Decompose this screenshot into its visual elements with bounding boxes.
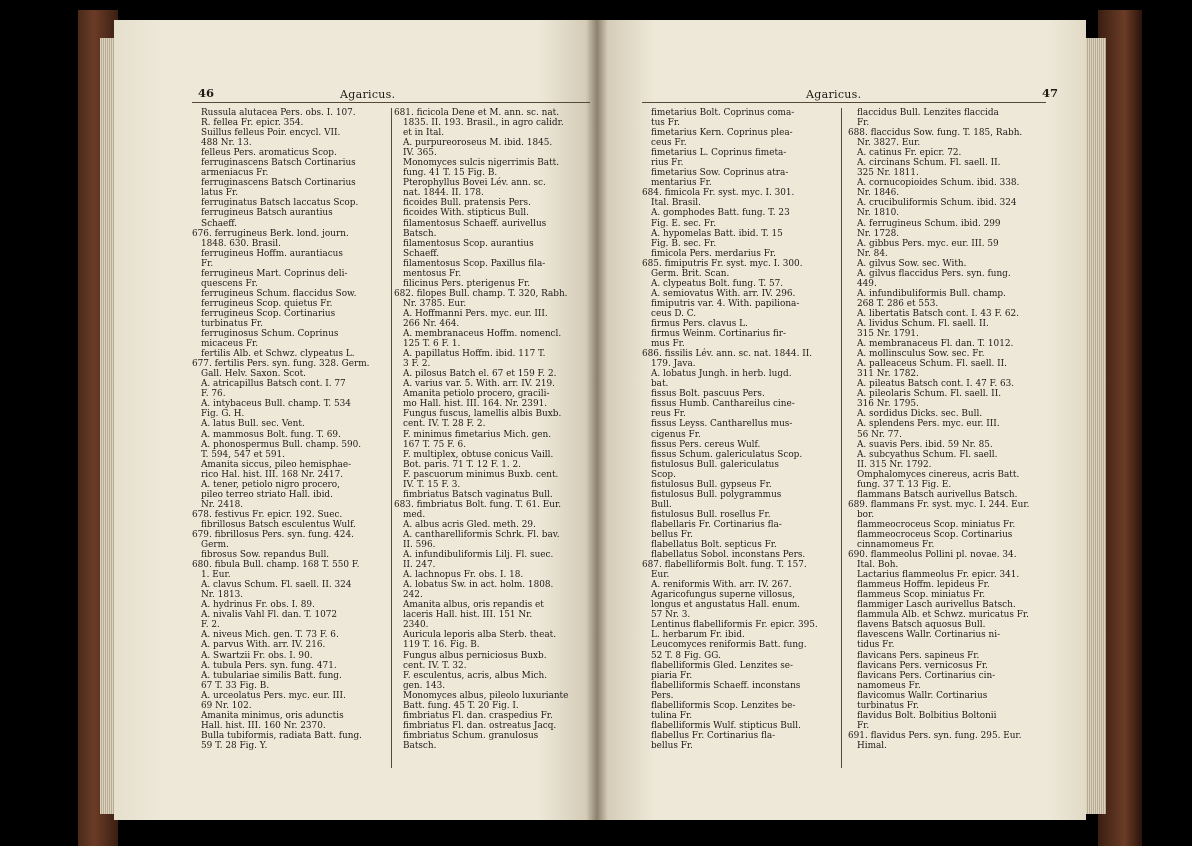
entry-line: flabelliformis Wulf. stipticus Bull. — [651, 720, 801, 731]
entry-line: cent. IV. T. 32. — [403, 660, 467, 671]
entry-line: 315 Nr. 1791. — [857, 329, 919, 340]
entry-line: ceus Fr. — [651, 138, 687, 149]
entry-line: fistulosus Bull. rosellus Fr. — [651, 509, 771, 520]
entry-line: flaccidus Bull. Lenzites flaccida — [857, 108, 999, 118]
entry-line: reus Fr. — [651, 409, 686, 420]
entry-line: Schaeff. — [201, 218, 238, 229]
entry-line: fung. 37 T. 13 Fig. E. — [857, 479, 952, 490]
entry-line: turbinatus Fr. — [857, 700, 919, 711]
entry-line: A. gilvus Sow. sec. With. — [857, 258, 967, 269]
entry-line: 680. fibula Bull. champ. 168 T. 550 F. — [192, 560, 360, 571]
entry-line: Germ. Brit. Scan. — [651, 268, 730, 279]
entry-line: armeniacus Fr. — [201, 168, 269, 179]
entry-line: II. 596. — [403, 540, 436, 551]
entry-line: Lentinus flabelliformis Fr. epicr. 395. — [651, 620, 818, 631]
entry-line: fung. 41 T. 15 Fig. B. — [403, 168, 498, 179]
entry-line: 688. flaccidus Sow. fung. T. 185, Rabh. — [848, 128, 1023, 139]
entry-line: Nr. 1813. — [201, 590, 244, 601]
entry-line: fissus Schum. galericulatus Scop. — [651, 449, 803, 460]
entry-line: A. reniformis With. arr. IV. 267. — [651, 580, 792, 591]
entry-line: 56 Nr. 77. — [857, 429, 902, 440]
entry-line: ferruginatus Batsch laccatus Scop. — [201, 198, 359, 209]
entry-line: fissus Bolt. pascuus Pers. — [651, 389, 765, 400]
right-header-rule — [642, 102, 1046, 103]
entry-line: 686. fissilis Lév. ann. sc. nat. 1844. II. — [642, 349, 813, 360]
left-page-number: 46 — [198, 86, 215, 100]
entry-line: fimetarius Sow. Coprinus atra- — [651, 168, 789, 179]
entry-line: Nr. 2418. — [201, 499, 244, 510]
entry-line: fimiputris var. 4. With. papiliona- — [651, 298, 800, 309]
entry-line: A. mollinsculus Sow. sec. Fr. — [857, 349, 985, 360]
entry-line: tus Fr. — [651, 118, 680, 129]
left-page — [114, 20, 596, 820]
entry-line: fertilis Alb. et Schwz. clypeatus L. — [201, 349, 355, 360]
entry-line: 689. flammans Fr. syst. myc. I. 244. Eur. — [848, 499, 1030, 510]
entry-line: Auricula leporis alba Sterb. theat. — [403, 630, 557, 641]
entry-line: Pterophyllus Bovei Lév. ann. sc. — [403, 178, 546, 189]
entry-line: fimbriatus Fl. dan. ostreatus Jacq. — [403, 720, 557, 731]
entry-line: A. tener, petiolo nigro procero, — [201, 479, 340, 490]
entry-line: Fig. G. H. — [201, 409, 245, 420]
entry-line: Ital. Boh. — [857, 560, 899, 571]
entry-line: Himal. — [857, 740, 887, 751]
entry-line: A. parvus With. arr. IV. 216. — [201, 640, 326, 651]
entry-line: flabellus Fr. Cortinarius fla- — [651, 730, 776, 741]
entry-line: T. 594, 547 et 591. — [201, 449, 285, 460]
entry-line: Nr. 1728. — [857, 228, 900, 239]
entry-line: Fig. B. sec. Fr. — [651, 238, 717, 249]
entry-line: filicinus Pers. pterigenus Fr. — [403, 278, 531, 289]
entry-line: fistulosus Bull. galericulatus — [651, 459, 779, 470]
entry-line: turbinatus Fr. — [201, 318, 263, 329]
entry-line: A. libertatis Batsch cont. I. 43 F. 62. — [857, 308, 1020, 319]
entry-line: 449. — [857, 278, 877, 289]
entry-line: flammiger Lasch aurivellus Batsch. — [857, 600, 1016, 611]
entry-line: A. cornucopioides Schum. ibid. 338. — [857, 178, 1020, 189]
entry-line: Russula alutacea Pers. obs. I. 107. — [201, 108, 356, 118]
entry-line: A. gilvus flaccidus Pers. syn. fung. — [857, 268, 1011, 279]
entry-line: flabellatus Sobol. inconstans Pers. — [651, 550, 806, 561]
entry-line: Nr. 3785. Eur. — [403, 298, 467, 309]
entry-line: A. hydrinus Fr. obs. I. 89. — [201, 600, 315, 611]
entry-line: ficoides With. stipticus Bull. — [403, 208, 529, 219]
entry-line: Batsch. — [403, 228, 437, 239]
entry-line: mentarius Fr. — [651, 178, 712, 189]
entry-line: ferrugineus Mart. Coprinus deli- — [201, 268, 348, 279]
entry-line: ficoides Bull. pratensis Pers. — [403, 198, 531, 209]
entry-line: A. tubulariae similis Batt. fung. — [201, 670, 342, 681]
entry-line: IV. T. 15 F. 3. — [403, 479, 461, 490]
entry-line: fimicola Pers. merdarius Fr. — [651, 248, 777, 259]
book-gutter — [586, 20, 608, 820]
entry-line: A. ferrugineus Schum. ibid. 299 — [857, 218, 1001, 229]
entry-line: A. varius var. 5. With. arr. IV. 219. — [403, 379, 555, 390]
entry-line: A. circinans Schum. Fl. saell. II. — [857, 158, 1001, 169]
entry-line: A. papillatus Hoffm. ibid. 117 T. — [403, 349, 546, 360]
entry-line: Nr. 1846. — [857, 188, 900, 199]
entry-line: mentosus Fr. — [403, 268, 462, 279]
entry-line: A. infundibuliformis Lilj. Fl. suec. — [403, 550, 554, 561]
entry-line: Bot. paris. 71 T. 12 F. 1. 2. — [403, 459, 521, 470]
entry-line: Eur. — [651, 570, 670, 581]
right-page-number: 47 — [1042, 86, 1059, 100]
entry-line: 679. fibrillosus Pers. syn. fung. 424. — [192, 529, 354, 540]
entry-line: Gall. Helv. Saxon. Scot. — [201, 369, 306, 380]
entry-line: 119 T. 16. Fig. B. — [403, 640, 480, 651]
entry-line: 687. flabelliformis Bolt. fung. T. 157. — [642, 560, 807, 571]
entry-line: A. niveus Mich. gen. T. 73 F. 6. — [201, 630, 339, 641]
entry-line: A. cantharelliformis Schrk. Fl. bav. — [403, 529, 560, 540]
entry-line: flabelliformis Schaeff. inconstans — [651, 680, 801, 691]
entry-line: A. albus acris Gled. meth. 29. — [403, 519, 536, 530]
entry-line: fimetarius Bolt. Coprinus coma- — [651, 108, 795, 118]
entry-line: Bull. — [651, 499, 672, 510]
entry-line: flabelliformis Gled. Lenzites se- — [651, 660, 794, 671]
entry-line: A. pilosus Batch el. 67 et 159 F. 2. — [403, 369, 557, 380]
entry-line: 683. fimbriatus Bolt. fung. T. 61. Eur. — [394, 499, 562, 510]
entry-line: A. hypomelas Batt. ibid. T. 15 — [651, 228, 783, 239]
entry-line: Fr. — [857, 720, 870, 731]
entry-line: Batt. fung. 45 T. 20 Fig. I. — [403, 700, 519, 711]
entry-line: Schaeff. — [403, 248, 440, 259]
entry-line: rico Hal. hist. III. 168 Nr. 2417. — [201, 469, 344, 480]
entry-line: flavicomus Wallr. Cortinarius — [857, 690, 988, 701]
entry-line: Hall. hist. III. 160 Nr. 2370. — [201, 720, 326, 731]
entry-line: ferrugineus Schum. flaccidus Sow. — [201, 288, 357, 299]
left-header-rule — [192, 102, 590, 103]
entry-line: flavicans Pers. vernicosus Fr. — [857, 660, 988, 671]
entry-line: bat. — [651, 379, 669, 390]
entry-line: Fungus albus perniciosus Buxb. — [403, 650, 547, 661]
entry-line: ferrugineus Hoffm. aurantiacus — [201, 248, 343, 259]
entry-line: A. mammosus Bolt. fung. T. 69. — [201, 429, 341, 440]
entry-line: 1848. 630. Brasil. — [201, 238, 281, 249]
entry-line: Monomyces sulcis nigerrimis Batt. — [403, 158, 560, 169]
entry-line: II. 315 Nr. 1792. — [857, 459, 932, 470]
entry-line: 268 T. 286 et 553. — [857, 298, 939, 309]
entry-line: Fig. E. sec. Fr. — [651, 218, 717, 229]
entry-line: A. clavus Schum. Fl. saell. II. 324 — [201, 580, 352, 591]
entry-line: A. phonospermus Bull. champ. 590. — [201, 439, 362, 450]
entry-line: L. herbarum Fr. ibid. — [651, 630, 745, 641]
entry-line: A. atricapillus Batsch cont. I. 77 — [201, 379, 346, 390]
entry-line: latus Fr. — [201, 188, 239, 199]
entry-line: Amanita siccus, pileo hemisphae- — [201, 459, 352, 470]
entry-line: flabellaris Fr. Cortinarius fla- — [651, 519, 782, 530]
entry-line: A. membranaceus Fl. dan. T. 1012. — [857, 339, 1014, 350]
entry-line: F. 2. — [201, 620, 220, 631]
entry-line: Leucomyces reniformis Batt. fung. — [651, 640, 807, 651]
entry-line: Nr. 1810. — [857, 208, 900, 219]
entry-line: 67 T. 33 Fig. B. — [201, 680, 270, 691]
entry-line: flabelliformis Scop. Lenzites be- — [651, 700, 796, 711]
entry-line: flammeus Hoffm. lepideus Fr. — [857, 580, 990, 591]
entry-line: ferrugineus Scop. quietus Fr. — [201, 298, 333, 309]
entry-line: 52 T. 8 Fig. GG. — [651, 650, 721, 661]
entry-line: 325 Nr. 1811. — [857, 168, 919, 179]
entry-line: A. splendens Pers. myc. eur. III. — [857, 419, 1000, 430]
entry-line: longus et angustatus Hall. enum. — [651, 600, 801, 611]
entry-line: A. Swartzii Fr. obs. I. 90. — [201, 650, 313, 661]
right-column-1 — [642, 108, 818, 751]
entry-line: 242. — [403, 590, 423, 601]
entry-line: fimbriatus Fl. dan. craspedius Fr. — [403, 710, 553, 721]
entry-line: 69 Nr. 102. — [201, 700, 252, 711]
entry-line: A. lividus Schum. Fl. saell. II. — [857, 318, 989, 329]
entry-line: A. lobatus Jungh. in herb. lugd. — [651, 369, 792, 380]
entry-line: A. crucibuliformis Schum. ibid. 324 — [857, 198, 1017, 209]
entry-line: ceus D. C. — [651, 308, 697, 319]
entry-line: micaceus Fr. — [201, 339, 259, 350]
entry-line: filamentosus Scop. Paxillus fila- — [403, 258, 546, 269]
entry-line: F. multiplex, obtuse conicus Vaill. — [403, 449, 554, 460]
entry-line: F. pascuorum minimus Buxb. cent. — [403, 469, 559, 480]
entry-line: laceris Hall. hist. III. 151 Nr. — [403, 610, 533, 621]
entry-line: ferruginascens Batsch Cortinarius — [201, 178, 356, 189]
entry-line: Fr. — [857, 118, 870, 129]
entry-line: F. esculentus, acris, albus Mich. — [403, 670, 548, 681]
entry-line: A. subcyathus Schum. Fl. saell. — [857, 449, 998, 460]
entry-line: firmus Weinm. Cortinarius fir- — [651, 329, 787, 340]
entry-line: 690. flammeolus Pollini pl. novae. 34. — [848, 550, 1017, 561]
entry-line: A. lobatus Sw. in act. holm. 1808. — [403, 580, 554, 591]
entry-line: A. clypeatus Bolt. fung. T. 57. — [651, 278, 784, 289]
entry-line: 179. Java. — [651, 359, 696, 370]
entry-line: A. gomphodes Batt. fung. T. 23 — [651, 208, 790, 219]
entry-line: Ital. Brasil. — [651, 198, 701, 209]
entry-line: 59 T. 28 Fig. Y. — [201, 740, 268, 751]
entry-line: 167 T. 75 F. 6. — [403, 439, 467, 450]
entry-line: 1835. II. 193. Brasil., in agro calidr. — [403, 118, 564, 129]
entry-line: flammans Batsch aurivellus Batsch. — [857, 489, 1018, 500]
entry-line: IV. 365. — [403, 148, 437, 159]
entry-line: Amanita petiolo procero, gracili- — [403, 389, 550, 400]
entry-line: 316 Nr. 1795. — [857, 399, 919, 410]
entry-line: flammeocroceus Scop. miniatus Fr. — [857, 519, 1016, 530]
entry-line: 3 F. 2. — [403, 359, 431, 370]
entry-line: flavescens Wallr. Cortinarius ni- — [857, 630, 1001, 641]
entry-line: mus Fr. — [651, 339, 685, 350]
entry-line: 1. Eur. — [201, 570, 231, 581]
entry-line: cent. IV. T. 28 F. 2. — [403, 419, 486, 430]
entry-line: fistulosus Bull. polygrammus — [651, 489, 782, 500]
entry-line: flavidus Bolt. Bolbitius Boltonii — [857, 710, 997, 721]
entry-line: A. sordidus Dicks. sec. Bull. — [857, 409, 983, 420]
entry-line: fissus Pers. cereus Wulf. — [651, 439, 761, 450]
entry-line: nat. 1844. II. 178. — [403, 188, 484, 199]
entry-line: A. urceolatus Pers. myc. eur. III. — [201, 690, 346, 701]
entry-line: Germ. — [201, 540, 229, 551]
entry-line: Nr. 84. — [857, 248, 888, 259]
right-column-separator — [841, 108, 842, 768]
entry-line: fimbriatus Batsch vaginatus Bull. — [403, 489, 553, 500]
left-column-2 — [394, 108, 568, 751]
entry-line: F. minimus fimetarius Mich. gen. — [403, 429, 552, 440]
entry-line: A. catinus Fr. epicr. 72. — [857, 148, 962, 159]
entry-line: cinnamomeus Fr. — [857, 540, 935, 551]
entry-line: Fungus fuscus, lamellis albis Buxb. — [403, 409, 562, 420]
left-column-separator — [391, 108, 392, 768]
left-running-head: Agaricus. — [340, 88, 396, 101]
entry-line: A. intybaceus Bull. champ. T. 534 — [201, 399, 351, 410]
entry-line: A. pileatus Batsch cont. I. 47 F. 63. — [857, 379, 1015, 390]
left-column-1 — [192, 108, 369, 751]
entry-line: bellus Fr. — [651, 529, 693, 540]
entry-line: namomeus Fr. — [857, 680, 921, 691]
entry-line: 684. fimicola Fr. syst. myc. I. 301. — [642, 188, 795, 199]
entry-line: 488 Nr. 13. — [201, 138, 252, 149]
entry-line: ferruginascens Batsch Cortinarius — [201, 158, 356, 169]
entry-line: Amanita albus, oris repandis et — [403, 600, 544, 611]
entry-line: A. lachnopus Fr. obs. I. 18. — [403, 570, 524, 581]
entry-line: fibrosus Sow. repandus Bull. — [201, 550, 330, 561]
entry-line: A. tubula Pers. syn. fung. 471. — [201, 660, 337, 671]
entry-line: tulina Fr. — [651, 710, 693, 721]
entry-line: flavicans Pers. sapineus Fr. — [857, 650, 980, 661]
entry-line: fimetarius L. Coprinus fimeta- — [651, 148, 787, 159]
entry-line: filamentosus Schaeff. aurivellus — [403, 218, 547, 229]
entry-line: flammeocroceus Scop. Cortinarius — [857, 529, 1013, 540]
entry-line: A. palleaceus Schum. Fl. saell. II. — [857, 359, 1007, 370]
entry-line: 676. ferrugineus Berk. lond. journ. — [192, 228, 349, 239]
entry-line: flammeus Scop. miniatus Fr. — [857, 590, 986, 601]
entry-line: 2340. — [403, 620, 429, 631]
entry-line: flavicans Pers. Cortinarius cin- — [857, 670, 996, 681]
entry-line: 311 Nr. 1782. — [857, 369, 919, 380]
entry-line: A. infundibuliformis Bull. champ. — [857, 288, 1006, 299]
entry-line: ferruginosus Schum. Coprinus — [201, 329, 339, 340]
entry-line: Pers. — [651, 690, 674, 701]
right-page — [596, 20, 1086, 820]
entry-line: ferrugineus Batsch aurantius — [201, 208, 333, 219]
entry-line: fistulosus Bull. gypseus Fr. — [651, 479, 772, 490]
entry-line: bor. — [857, 509, 875, 520]
entry-line: Monomyces albus, pileolo luxuriante — [403, 690, 569, 701]
entry-line: felleus Pers. aromaticus Scop. — [201, 148, 337, 159]
entry-line: fimetarius Kern. Coprinus plea- — [651, 128, 793, 139]
entry-line: 125 T. 6 F. 1. — [403, 339, 461, 350]
entry-line: 57 Nr. 3. — [651, 610, 691, 621]
entry-line: ferrugineus Scop. Cortinarius — [201, 308, 336, 319]
entry-line: fissus Leyss. Cantharellus mus- — [651, 419, 793, 430]
entry-line: A. membranaceus Hoffm. nomencl. — [403, 329, 562, 340]
entry-line: Lactarius flammeolus Fr. epicr. 341. — [857, 570, 1020, 581]
entry-line: flavens Batsch aquosus Bull. — [857, 620, 986, 631]
entry-line: Amanita minimus, oris adunctis — [201, 710, 344, 721]
entry-line: Bulla tubiformis, radiata Batt. fung. — [201, 730, 362, 741]
entry-line: filamentosus Scop. aurantius — [403, 238, 534, 249]
entry-line: A. latus Bull. sec. Vent. — [201, 419, 305, 430]
entry-line: flabellatus Bolt. septicus Fr. — [651, 540, 777, 551]
entry-line: et in Ital. — [403, 128, 445, 139]
entry-line: cigenus Fr. — [651, 429, 701, 440]
entry-line: 681. ficicola Dene et M. ann. sc. nat. — [394, 108, 560, 118]
entry-line: A. suavis Pers. ibid. 59 Nr. 85. — [857, 439, 993, 450]
entry-line: 677. fertilis Pers. syn. fung. 328. Germ. — [192, 359, 370, 370]
entry-line: Agaricofungus superne villosus, — [651, 590, 796, 601]
entry-line: A. semiovatus With. arr. IV. 296. — [651, 288, 796, 299]
entry-line: fimbriatus Schum. granulosus — [403, 730, 539, 741]
entry-line: Batsch. — [403, 740, 437, 751]
entry-line: pileo terreo striato Hall. ibid. — [201, 489, 333, 500]
entry-line: bellus Fr. — [651, 740, 693, 751]
entry-line: mo Hall. hist. III. 164. Nr. 2391. — [403, 399, 548, 410]
right-running-head: Agaricus. — [806, 88, 862, 101]
entry-line: firmus Pers. clavus L. — [651, 318, 748, 329]
entry-line: A. gibbus Pers. myc. eur. III. 59 — [857, 238, 999, 249]
entry-line: rius Fr. — [651, 158, 684, 169]
entry-line: fibrillosus Batsch esculentus Wulf. — [201, 519, 356, 530]
entry-line: Suillus felleus Poir. encycl. VII. — [201, 128, 341, 139]
right-column-2 — [848, 108, 1029, 751]
entry-line: 678. festivus Fr. epicr. 192. Suec. — [192, 509, 343, 520]
entry-line: 685. fimiputris Fr. syst. myc. I. 300. — [642, 258, 803, 269]
entry-line: Fr. — [201, 258, 214, 269]
entry-line: 266 Nr. 464. — [403, 318, 460, 329]
entry-line: 682. filopes Bull. champ. T. 320, Rabh. — [394, 288, 568, 299]
entry-line: II. 247. — [403, 560, 436, 571]
entry-line: piaria Fr. — [651, 670, 693, 681]
entry-line: med. — [403, 509, 426, 520]
entry-line: 691. flavidus Pers. syn. fung. 295. Eur. — [848, 730, 1022, 741]
entry-line: flammula Alb. et Schwz. muricatus Fr. — [857, 610, 1029, 621]
entry-line: A. pileolaris Schum. Fl. saell. II. — [857, 389, 1002, 400]
entry-line: Omphalomyces cinereus, acris Batt. — [857, 469, 1020, 480]
entry-line: Nr. 3827. Eur. — [857, 138, 921, 149]
entry-line: Scop. — [651, 469, 676, 480]
entry-line: quescens Fr. — [201, 278, 258, 289]
entry-line: A. purpureoroseus M. ibid. 1845. — [403, 138, 553, 149]
entry-line: A. Hoffmanni Pers. myc. eur. III. — [403, 308, 548, 319]
entry-line: R. fellea Fr. epicr. 354. — [201, 118, 304, 129]
entry-line: F. 76. — [201, 389, 226, 400]
entry-line: tidus Fr. — [857, 640, 895, 651]
entry-line: A. nivalis Vahl Fl. dan. T. 1072 — [201, 610, 338, 621]
entry-line: fissus Humb. Canthareilus cine- — [651, 399, 795, 410]
entry-line: gen. 143. — [403, 680, 446, 691]
